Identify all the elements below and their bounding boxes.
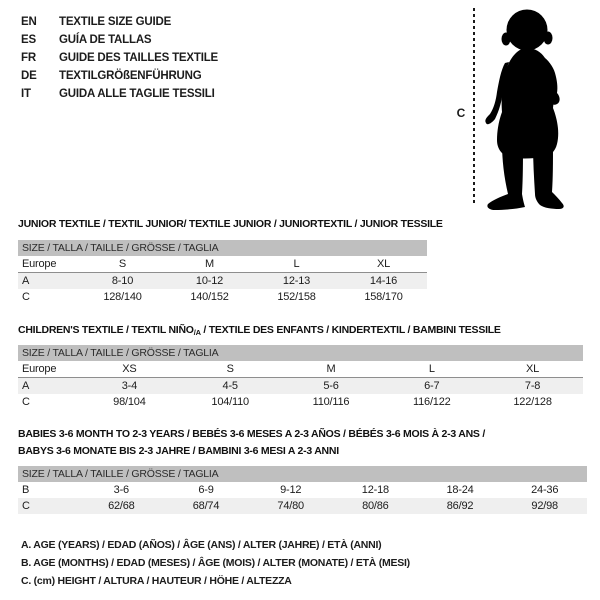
table-cell: 122/128 [513,396,552,408]
children-title-post: / TEXTILE DES ENFANTS / KINDERTEXTIL / BAMBINI TESSILE [200,324,501,336]
table-row [18,256,427,273]
table-cell: 98/104 [113,396,146,408]
row-label: C [22,500,30,512]
row-label: C [22,291,30,303]
table-row [18,394,583,410]
size-header-band: SIZE / TALLA / TAILLE / GRÖSSE / TAGLIA [18,240,427,256]
table-cell: 104/110 [211,396,249,408]
table-cell: 5-6 [323,380,339,392]
table-cell: 152/158 [277,291,316,303]
size-header-band: SIZE / TALLA / TAILLE / GRÖSSE / TAGLIA [18,466,587,482]
row-label: A [22,380,30,392]
junior-size-table [18,240,427,305]
table-cell: 10-12 [195,275,224,287]
row-label: Europe [22,363,57,375]
table-cell: M [326,363,336,375]
table-cell: 6-9 [198,484,214,496]
note-height-cm: C. (cm) HEIGHT / ALTURA / HAUTEUR / HÖHE / ALTEZZA [21,575,292,587]
table-cell: S [226,363,234,375]
table-cell: 158/170 [364,291,403,303]
lang-code: EN [21,16,37,28]
table-cell: 3-4 [121,380,138,392]
table-cell: XL [376,258,391,270]
table-cell: L [293,258,300,270]
row-label: Europe [22,258,57,270]
table-cell: 74/80 [277,500,304,512]
table-cell: S [118,258,127,270]
table-row [18,378,583,394]
table-cell: 80/86 [362,500,389,512]
babies-title-line2: BABYS 3-6 MONATE BIS 2-3 JAHRE / BAMBINI 3-6 MESI A 2-3 ANNI [18,445,339,457]
lang-code: IT [21,88,31,100]
junior-section-title: JUNIOR TEXTILE / TEXTIL JUNIOR/ TEXTILE JUNIOR / JUNIORTEXTIL / JUNIOR TESSILE [18,218,443,230]
legend-notes [21,536,410,590]
table-cell: 4-5 [222,380,238,392]
table-cell: 3-6 [113,484,129,496]
table-cell: 12-13 [282,275,311,287]
children-size-table [18,345,583,410]
babies-size-table [18,466,587,514]
table-cell: 140/152 [190,291,229,303]
children-section-title [18,322,501,341]
height-figure [0,0,600,215]
height-marker-label: C [456,106,466,120]
table-cell: 116/122 [413,396,451,408]
note-age-months: B. AGE (MONTHS) / EDAD (MESES) / ÂGE (MOIS) / ALTER (MONATE) / ETÀ (MESI) [21,557,410,569]
table-cell: 128/140 [103,291,142,303]
lang-code: FR [21,52,36,64]
table-cell: 110/116 [312,396,350,408]
table-row [18,273,427,289]
row-label: C [22,396,30,408]
table-row [18,482,587,498]
toddler-silhouette-icon [482,6,574,210]
height-dashed-line [473,8,475,206]
lang-label: TEXTILGRÖßENFÜHRUNG [59,70,202,82]
lang-code: ES [21,34,36,46]
children-title-subscript: /A [193,328,201,337]
table-cell: 14-16 [369,275,398,287]
table-cell: L [428,363,435,375]
lang-label: TEXTILE SIZE GUIDE [59,16,172,28]
table-cell: 12-18 [361,484,389,496]
table-cell: 68/74 [192,500,220,512]
babies-section-title [18,426,485,460]
table-row [18,289,427,305]
table-cell: 62/68 [108,500,135,512]
row-label: B [22,484,30,496]
table-cell: 6-7 [424,380,440,392]
table-cell: XS [122,363,137,375]
table-row [18,361,583,378]
table-cell: 18-24 [446,484,474,496]
table-cell: M [205,258,214,270]
babies-title-line1: BABIES 3-6 MONTH TO 2-3 YEARS / BEBÉS 3-6 MESES A 2-3 AÑOS / BÉBÉS 3-6 MOIS À 2-3 ANS / [18,428,486,440]
table-cell: 86/92 [446,500,474,512]
lang-label: GUIDE DES TAILLES TEXTILE [59,52,218,64]
lang-label: GUÍA DE TALLAS [59,34,152,46]
row-label: A [22,275,30,287]
table-cell: 92/98 [531,500,558,512]
table-row [18,498,587,514]
table-cell: 7-8 [524,380,541,392]
table-cell: 24-36 [531,484,559,496]
size-header-band: SIZE / TALLA / TAILLE / GRÖSSE / TAGLIA [18,345,583,361]
note-age-years: A. AGE (YEARS) / EDAD (AÑOS) / ÂGE (ANS) / ALTER (JAHRE) / ETÀ (ANNI) [21,539,382,551]
lang-code: DE [21,70,37,82]
table-cell: 8-10 [111,275,134,287]
table-cell: 9-12 [280,484,302,496]
children-title-pre: CHILDREN'S TEXTILE / TEXTIL NIÑO [18,324,194,336]
table-cell: XL [526,363,540,375]
lang-label: GUIDA ALLE TAGLIE TESSILI [59,88,215,100]
